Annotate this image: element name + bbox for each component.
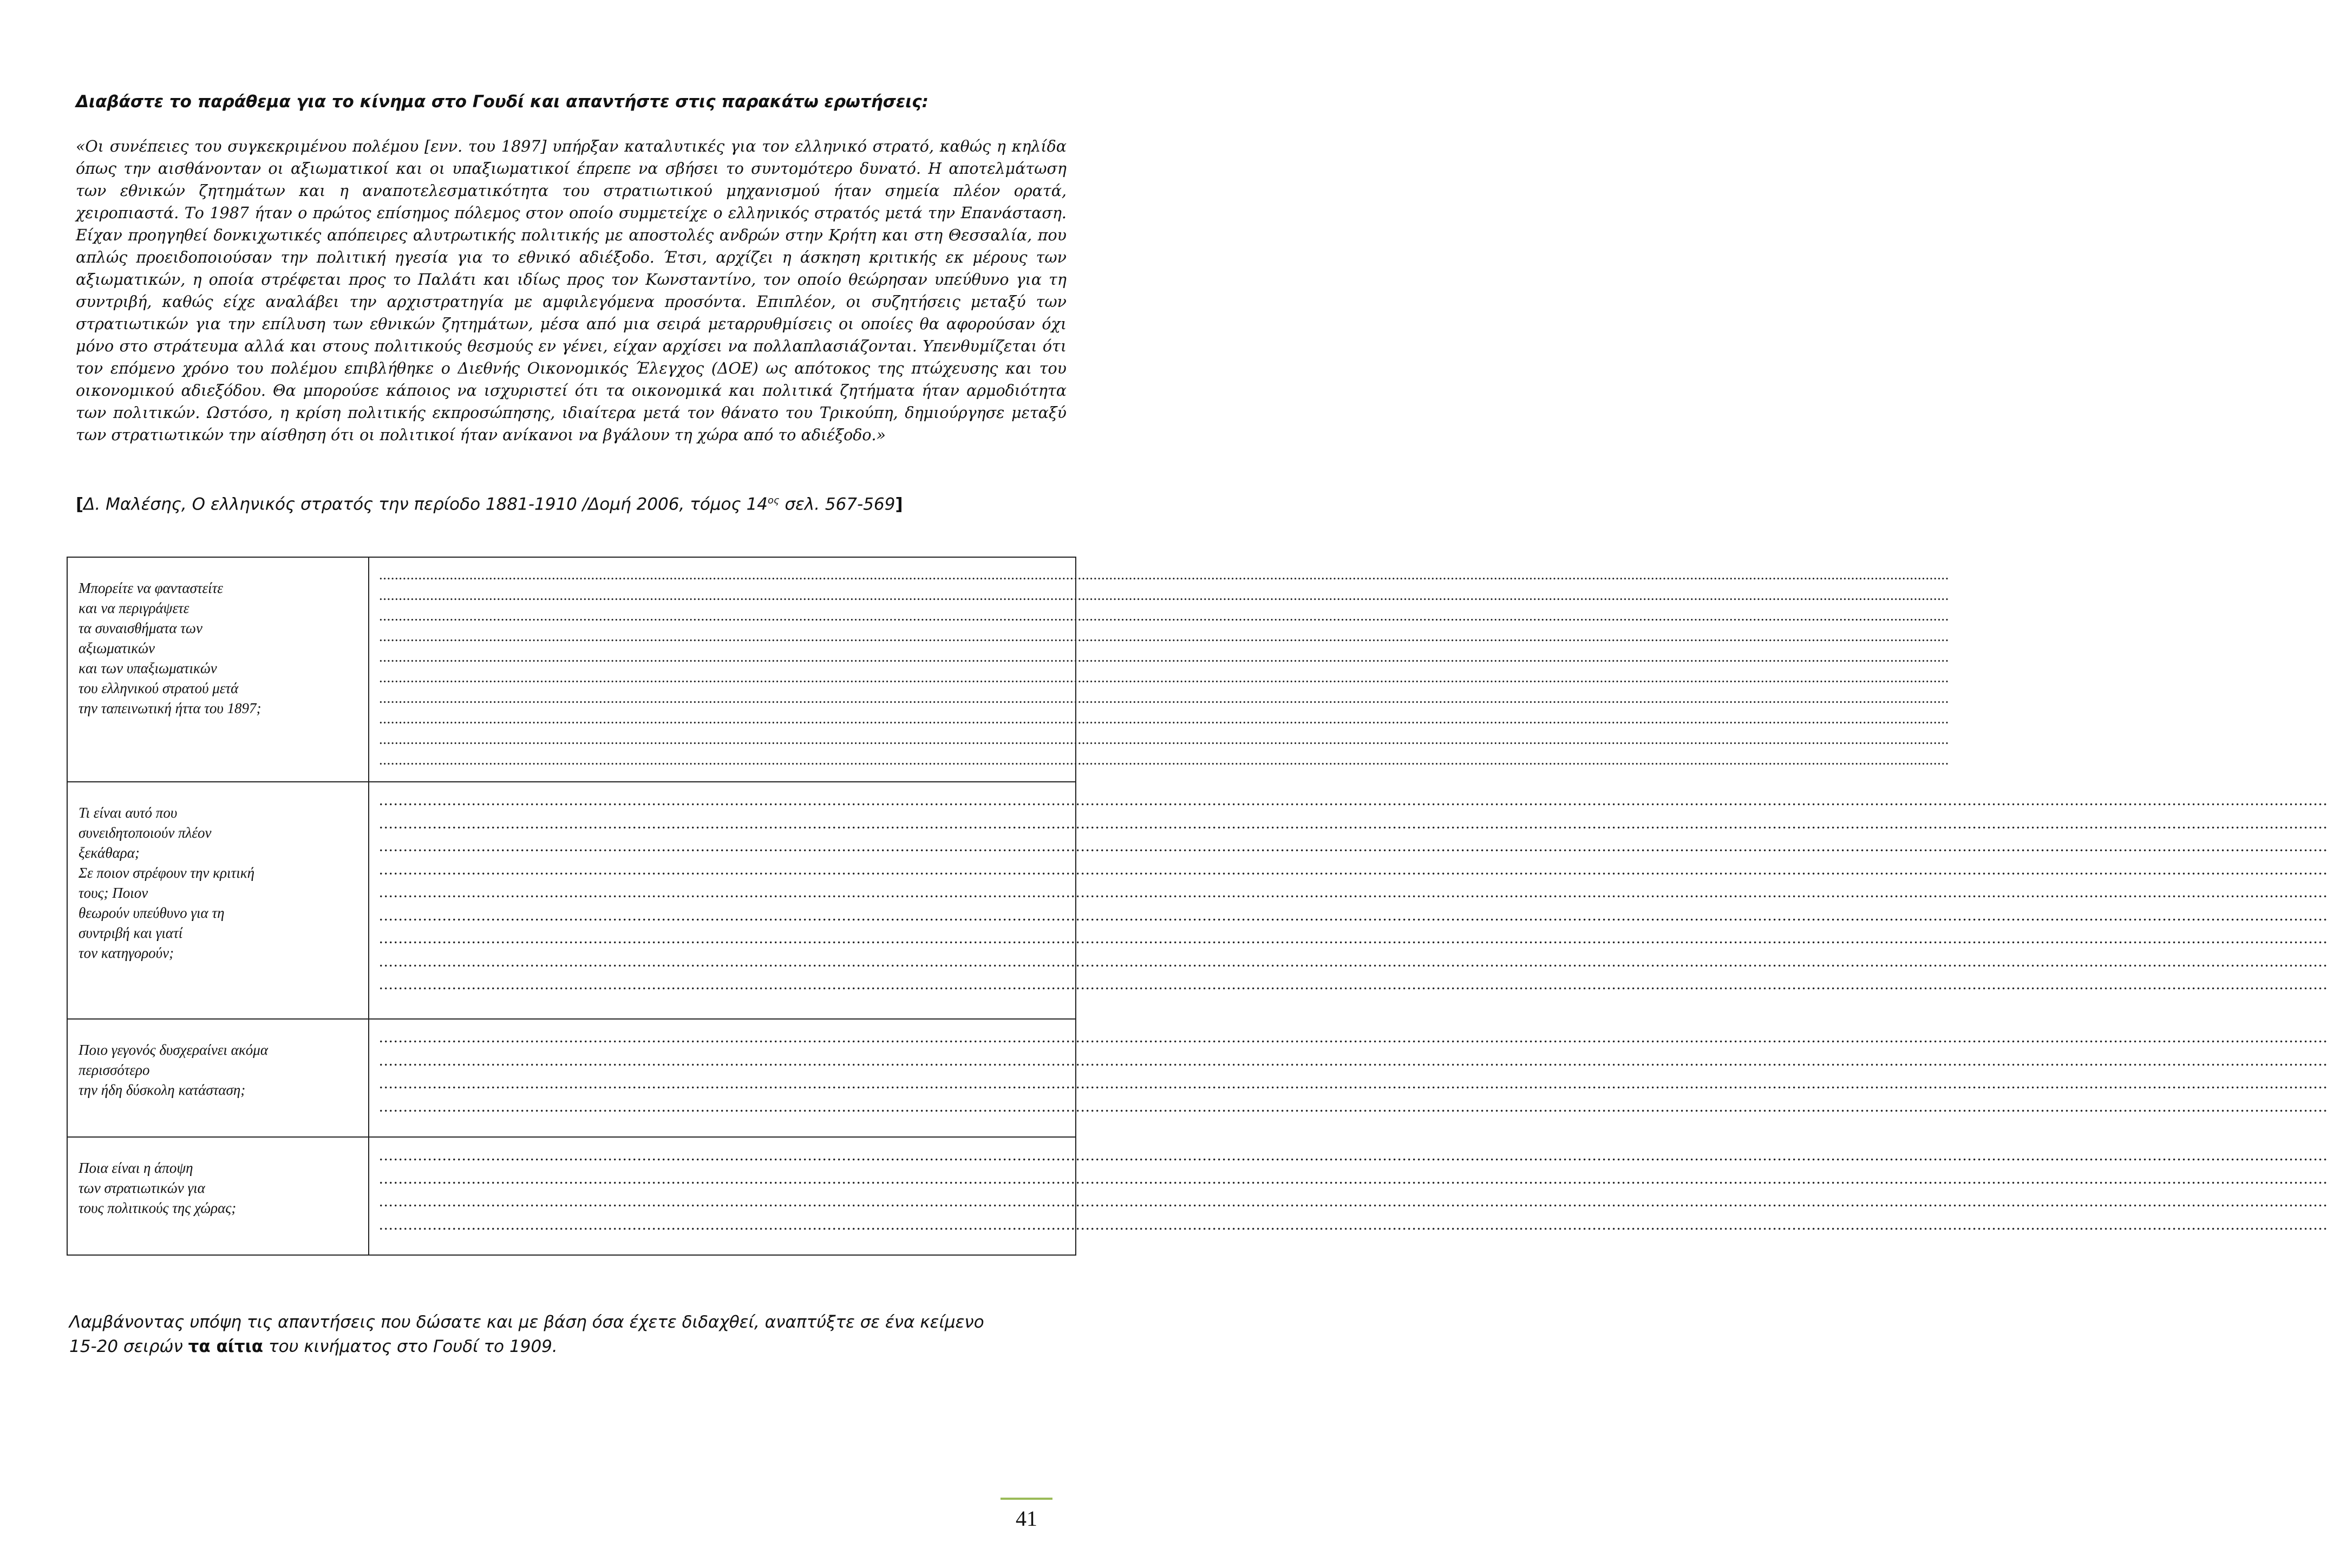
answer-dotted-line: ................................................................................................................................................................................................................................................................................................................................................................................................................ <box>379 1215 2328 1233</box>
question-line: Ποια είναι η άποψη <box>79 1160 193 1176</box>
question-cell <box>67 1019 369 1137</box>
answer-area[interactable] <box>369 782 2328 1019</box>
answer-area[interactable] <box>369 1019 2328 1137</box>
answer-dotted-line: ................................................................................................................................................................................................................................................................................................................................................................................................................ <box>379 906 2328 924</box>
answer-dotted-line: ................................................................................................................................................................................................................................................................................................................................................................................................................ <box>379 1192 2328 1210</box>
answer-dotted-line: ................................................................................................................................................................................................................................................................................................................................................................................................................ <box>379 860 2328 878</box>
citation-open-bracket: [ <box>76 494 84 514</box>
task-line-1: Λαμβάνοντας υπόψη τις απαντήσεις που δώσατε και με βάση όσα έχετε διδαχθεί, αναπτύξτε σε ένα κείμενο <box>69 1312 984 1332</box>
question-line: ξεκάθαρα; <box>79 845 140 861</box>
answer-dotted-line: ................................................................................................................................................................................................................................................................................................................................................................................................................ <box>379 690 1949 706</box>
questions-table <box>67 557 2328 1256</box>
answer-dotted-line: ................................................................................................................................................................................................................................................................................................................................................................................................................ <box>379 1097 2328 1115</box>
question-line: περισσότερο <box>79 1062 150 1078</box>
citation-close-bracket: ] <box>895 494 903 514</box>
citation-text: Δ. Μαλέσης, Ο ελληνικός στρατός την περίοδο 1881-1910 /Δομή 2006, τόμος 14 <box>83 494 768 514</box>
question-line: θεωρούν υπεύθυνο για τη <box>79 905 225 921</box>
question-cell <box>67 782 369 1019</box>
question-line: Σε ποιον στρέφουν την κριτική <box>79 865 255 881</box>
answer-dotted-line: ................................................................................................................................................................................................................................................................................................................................................................................................................ <box>379 791 2328 809</box>
question-cell <box>67 1137 369 1255</box>
answer-dotted-line: ................................................................................................................................................................................................................................................................................................................................................................................................................ <box>379 731 1949 747</box>
answer-dotted-line: ................................................................................................................................................................................................................................................................................................................................................................................................................ <box>379 814 2328 832</box>
answer-dotted-line: ................................................................................................................................................................................................................................................................................................................................................................................................................ <box>379 929 2328 947</box>
answer-dotted-line: ................................................................................................................................................................................................................................................................................................................................................................................................................ <box>379 587 1949 603</box>
answer-area[interactable] <box>369 557 1949 782</box>
source-passage: «Οι συνέπειες του συγκεκριμένου πολέμου [ενν. του 1897] υπήρξαν καταλυτικές για τον ελληνικό στρατό, καθώς η κηλίδα όπως την αισθάνονταν οι αξιωματικοί και οι υπαξιωματικοί έπρεπε να σβήσει το συντομότερο δυνατό. Η αποτελμάτωση των εθνικών ζητημάτων και η αναποτελεσματικότητα του στρατιωτικού μηχανισμού ήταν σημεία πλέον ορατά, χειροπιαστά. Το 1987 ήταν ο πρώτος επίσημος πόλεμος στον οποίο συμμετείχε ο ελληνικός στρατός μετά την Επανάσταση. Είχαν προηγηθεί δονκιχωτικές απόπειρες αλυτρωτικής πολιτικής με αποστολές ανδρών στην Κρήτη και στη Θεσσαλία, που απλώς προειδοποιούσαν την πολιτική ηγεσία για το εθνικό αδιέξοδο. Έτσι, αρχίζει η άσκηση κριτικής εκ μέρους των αξιωματικών, η οποία στρέφεται προς το Παλάτι και ιδίως προς τον Κωνσταντίνο, τον οποίο θεώρησαν υπεύθυνο για τη συντριβή, καθώς είχε αναλάβει την αρχιστρατηγία με αμφιλεγόμενα προσόντα. Επιπλέον, οι συζητήσεις μεταξύ των στρατιωτικών για την επίλυση των εθνικών ζητημάτων, μέσα από μια σειρά μεταρρυθμίσεις οι οποίες θα αφορούσαν όχι μόνο στο στράτευμα αλλά και στους πολιτικούς θεσμούς εν γένει, είχαν αρχίσει να πολλαπλασιάζονται. Υπενθυμίζεται ότι τον επόμενο χρόνο του πολέμου επιβλήθηκε ο Διεθνής Οικονομικός Έλεγχος (ΔΟΕ) ως απότοκος της πτώχευσης και του οικονομικού αδιεξόδου. Θα μπορούσε κάποιος να ισχυριστεί ότι τα οικονομικά και πολιτικά ζητήματα ήταν αρμοδιότητα των πολιτικών. Ωστόσο, η κρίση πολιτικής εκπροσώπησης, ιδιαίτερα μετά τον θάνατο του Τρικούπη, δημιούργησε μεταξύ των στρατιωτικών την αίσθηση ότι οι πολιτικοί ήταν ανίκανοι να βγάλουν τη χώρα από το αδιέξοδο.» <box>76 138 1067 444</box>
question-row <box>67 1137 1076 1255</box>
answer-dotted-line: ................................................................................................................................................................................................................................................................................................................................................................................................................ <box>379 566 1949 583</box>
question-line: τα συναισθήματα των <box>79 620 202 636</box>
answer-dotted-line: ................................................................................................................................................................................................................................................................................................................................................................................................................ <box>379 1028 2328 1046</box>
answer-dotted-line: ................................................................................................................................................................................................................................................................................................................................................................................................................ <box>379 837 2328 855</box>
citation-pages: σελ. 567-569 <box>779 494 895 514</box>
page-heading: Διαβάστε το παράθεμα για το κίνημα στο Γουδί και απαντήστε στις παρακάτω ερωτήσεις: <box>76 92 929 112</box>
question-row <box>67 1019 1076 1137</box>
question-line: των στρατιωτικών για <box>79 1180 205 1196</box>
answer-dotted-line: ................................................................................................................................................................................................................................................................................................................................................................................................................ <box>379 952 2328 970</box>
answer-dotted-line: ................................................................................................................................................................................................................................................................................................................................................................................................................ <box>379 649 1949 665</box>
question-line: συντριβή και γιατί <box>79 925 183 941</box>
answer-dotted-line: ................................................................................................................................................................................................................................................................................................................................................................................................................ <box>379 669 1949 685</box>
answer-dotted-line: ................................................................................................................................................................................................................................................................................................................................................................................................................ <box>379 1074 2328 1092</box>
answer-dotted-line: ................................................................................................................................................................................................................................................................................................................................................................................................................ <box>379 710 1949 727</box>
question-line: την ήδη δύσκολη κατάσταση; <box>79 1082 246 1098</box>
question-cell <box>67 557 369 782</box>
question-row <box>67 557 1076 782</box>
answer-dotted-line: ................................................................................................................................................................................................................................................................................................................................................................................................................ <box>379 1051 2328 1069</box>
question-line: και να περιγράψετε <box>79 600 189 616</box>
question-line: συνειδητοποιούν πλέον <box>79 825 212 841</box>
answer-dotted-line: ................................................................................................................................................................................................................................................................................................................................................................................................................ <box>379 628 1949 644</box>
question-line: την ταπεινωτική ήττα του 1897; <box>79 700 261 716</box>
answer-dotted-line: ................................................................................................................................................................................................................................................................................................................................................................................................................ <box>379 975 2328 993</box>
source-citation <box>76 490 1067 515</box>
answer-dotted-line: ................................................................................................................................................................................................................................................................................................................................................................................................................ <box>379 1169 2328 1187</box>
question-line: αξιωματικών <box>79 640 155 656</box>
answer-dotted-line: ................................................................................................................................................................................................................................................................................................................................................................................................................ <box>379 1146 2328 1164</box>
question-line: τους πολιτικούς της χώρας; <box>79 1200 237 1216</box>
task-line-2-start: 15-20 σειρών <box>69 1337 188 1356</box>
task-line-2-end: του κινήματος στο Γουδί το 1909. <box>263 1337 558 1356</box>
answer-dotted-line: ................................................................................................................................................................................................................................................................................................................................................................................................................ <box>379 752 1949 768</box>
question-line: του ελληνικού στρατού μετά <box>79 680 239 696</box>
question-row <box>67 782 1076 1019</box>
question-line: και των υπαξιωματικών <box>79 660 217 676</box>
question-line: Ποιο γεγονός δυσχεραίνει ακόμα <box>79 1042 268 1058</box>
answer-dotted-line: ................................................................................................................................................................................................................................................................................................................................................................................................................ <box>379 883 2328 901</box>
task-emphasis: τα αίτια <box>188 1337 264 1356</box>
question-line: Τι είναι αυτό που <box>79 805 178 821</box>
page-number: 41 <box>1000 1498 1052 1538</box>
task-line-2 <box>69 1335 1055 1359</box>
question-line: τον κατηγορούν; <box>79 945 174 961</box>
answer-dotted-line: ................................................................................................................................................................................................................................................................................................................................................................................................................ <box>379 607 1949 624</box>
essay-task <box>69 1310 1055 1359</box>
citation-superscript: ος <box>768 495 780 506</box>
question-line: τους; Ποιον <box>79 885 148 901</box>
answer-area[interactable] <box>369 1137 2328 1255</box>
question-line: Μπορείτε να φανταστείτε <box>79 580 223 596</box>
